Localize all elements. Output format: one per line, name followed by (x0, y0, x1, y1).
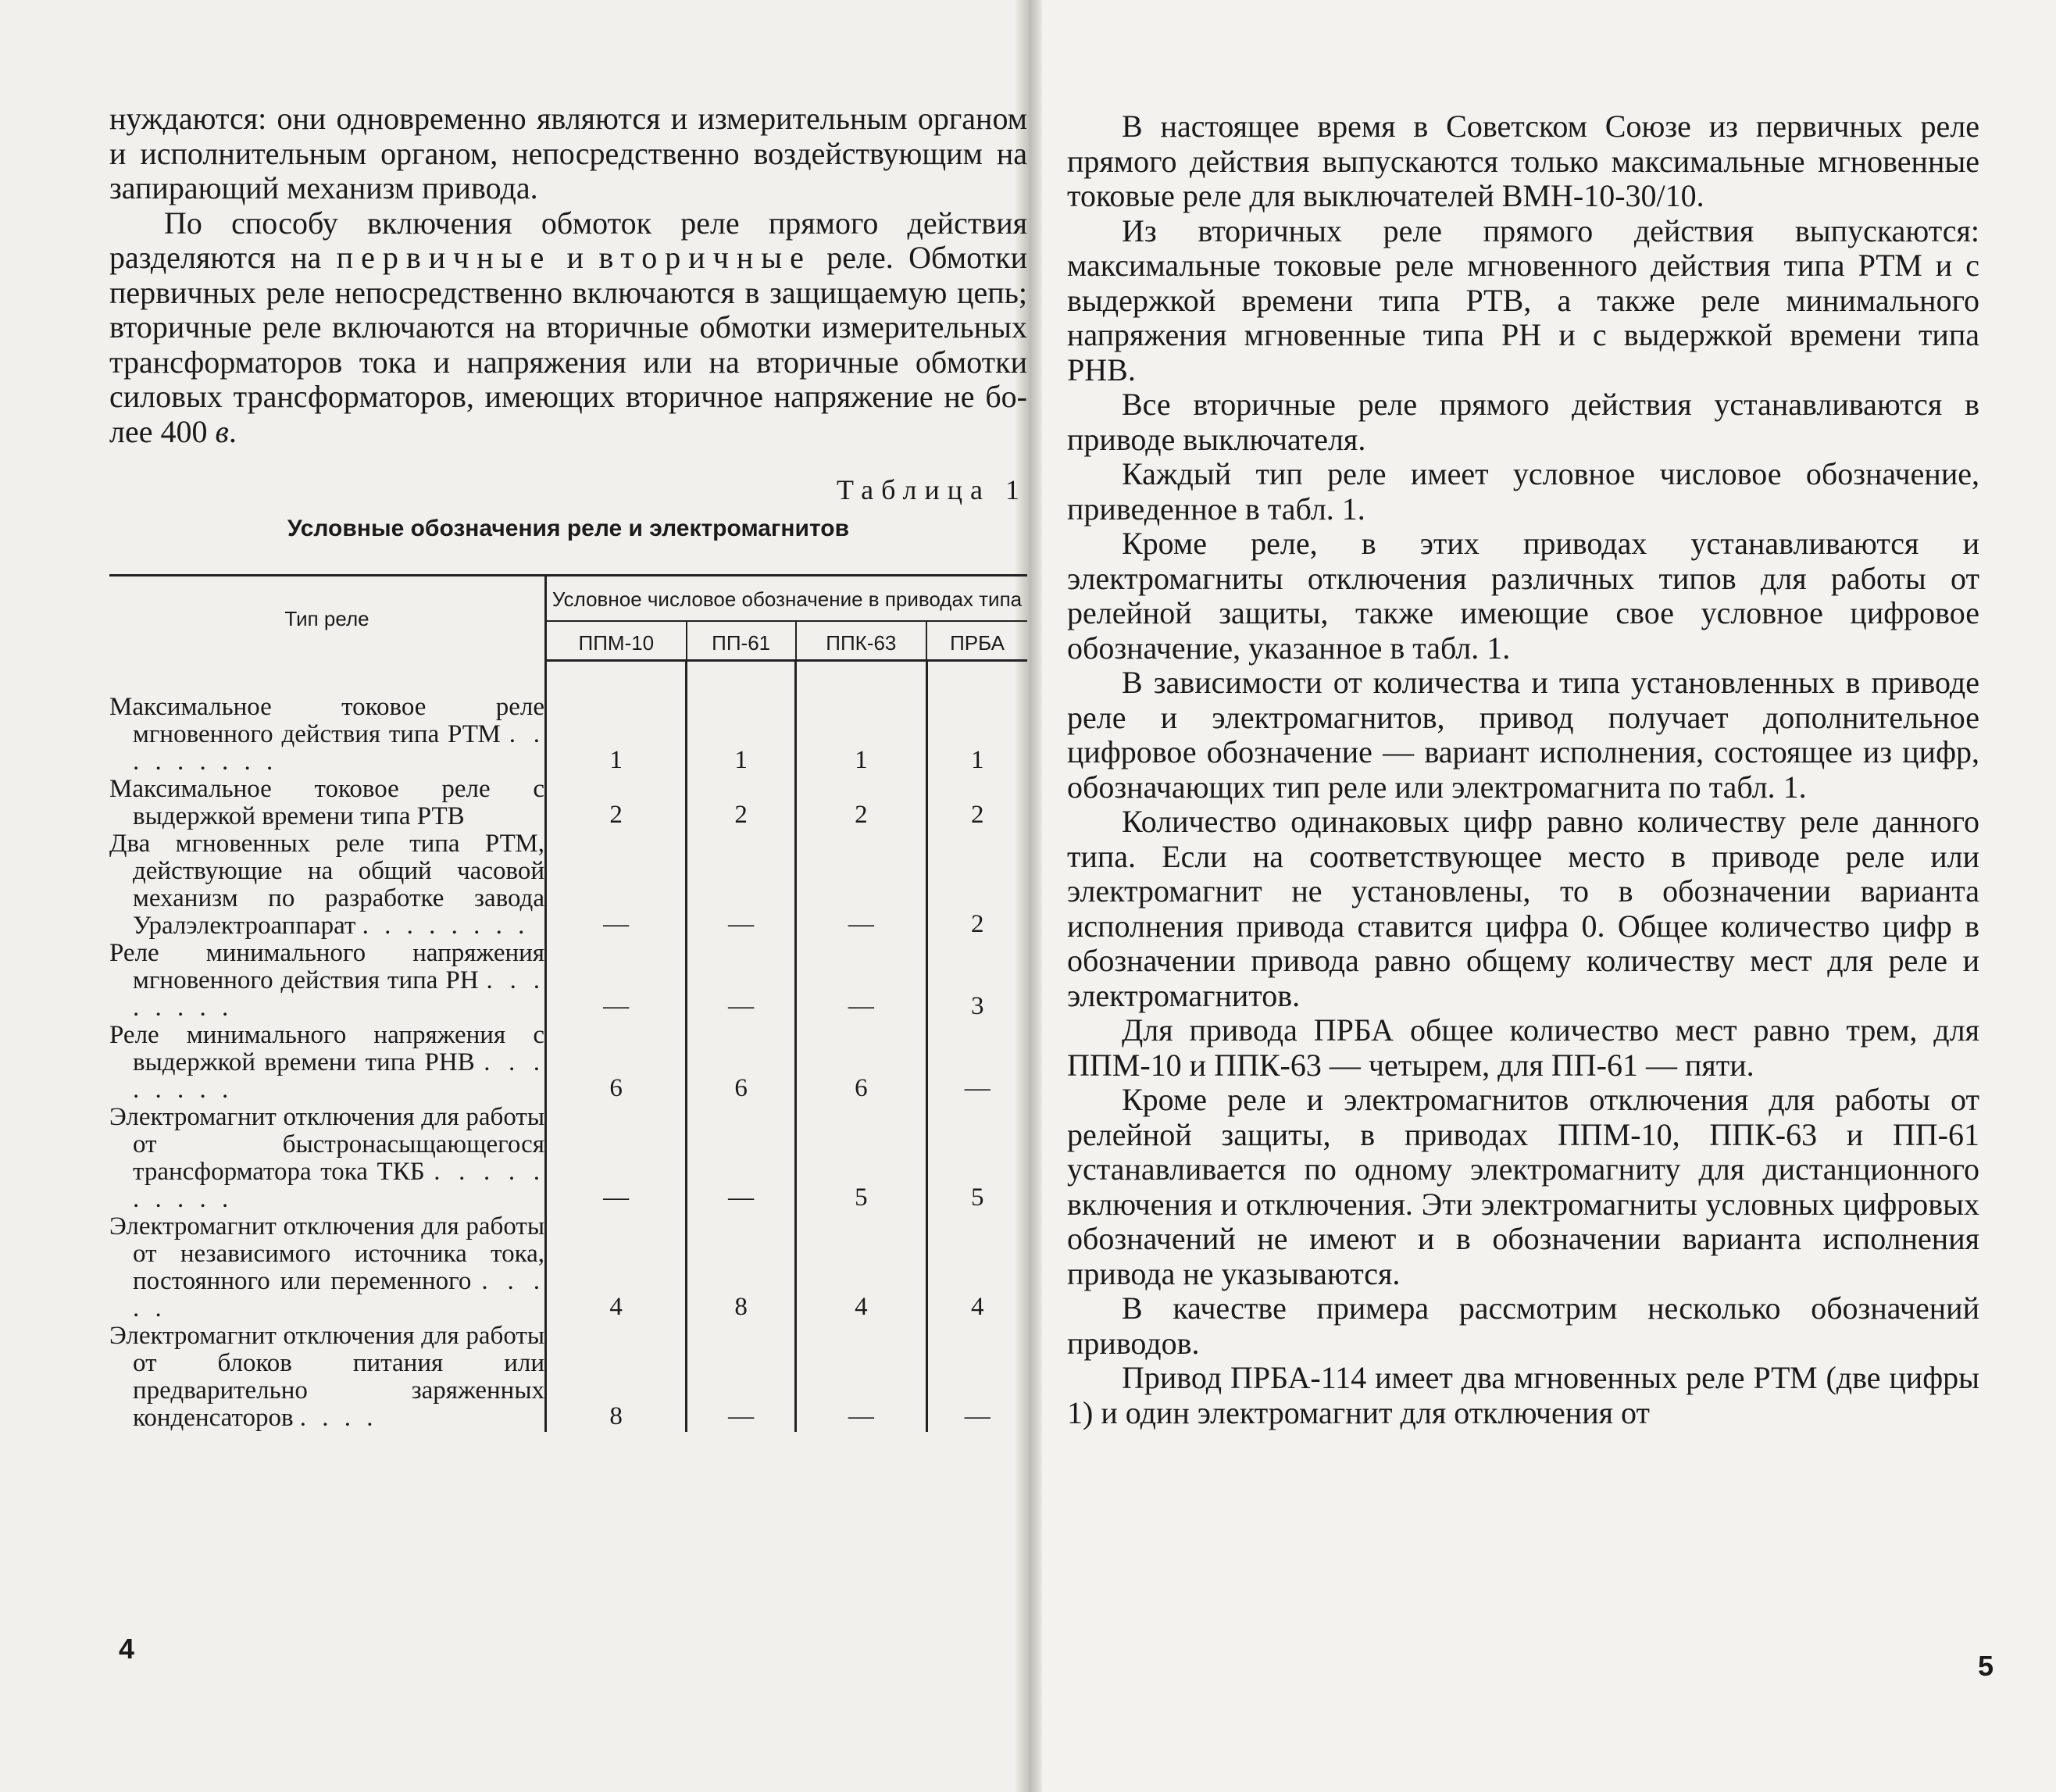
cell-ppm10: — (546, 1104, 687, 1213)
col-header-group: Условное числовое обозначение в приводах типа (546, 576, 1028, 622)
cell-pp61: — (687, 1104, 796, 1213)
right-paragraph-8: Для привода ПРБА общее количество мест равно трем, для ППМ-10 и ППК-63 — четырем, для ПП-61 — пяти. (1067, 1012, 1979, 1083)
row-label: Реле минимального напряжения с выдержкой времени типа РНВ (109, 1021, 544, 1076)
cell-ppm10: 8 (546, 1323, 687, 1432)
left-paragraph-2-rest: реле. Обмотки первичных реле непосредственно включаются в защищаемую цепь; вторичные реле включаются на вторичные обмотки измерительных трансформаторов тока и напряжения или на вторичные обмотки силовых трансформаторов, имеющих вторичное напряжение не более 400 (109, 240, 1028, 449)
leader-dots: . . . . . . . . . . (133, 1158, 545, 1213)
leader-dots: . . . . . . . . . (133, 720, 544, 776)
cell-ppm10: 1 (546, 694, 687, 776)
cell-ppm10: — (546, 830, 687, 940)
cell-ppm10: 6 (546, 1022, 687, 1104)
word-and: и (566, 240, 584, 275)
cell-pp61: — (687, 1323, 796, 1432)
right-paragraph-3: Все вторичные реле прямого действия устанавливаются в приводе выключателя. (1067, 387, 1979, 457)
right-paragraph-10: В качестве примера рассмотрим несколько обозначений приводов. (1067, 1290, 1979, 1361)
col-header-ppk63: ППК-63 (796, 621, 926, 661)
row-label: Максимальное токовое реле с выдержкой времени типа РТВ (109, 775, 544, 830)
page-number-left: 4 (119, 1633, 135, 1665)
table-row (109, 1213, 1027, 1323)
cell-prba: 2 (971, 801, 984, 829)
col-header-relay-type: Тип реле (109, 576, 546, 661)
cell-ppm10: 4 (546, 1213, 687, 1323)
cell-pp61: 6 (687, 1022, 796, 1104)
cell-prba: — (964, 1402, 991, 1430)
table-row (109, 940, 1027, 1022)
left-page-text (109, 102, 1027, 1432)
cell-prba: — (964, 1074, 991, 1102)
cell-pp61: 1 (687, 694, 796, 776)
table-row (109, 1104, 1027, 1213)
right-paragraph-5: Кроме реле, в этих приводах устанавливаются и электромагниты отключения различных типов для работы от релейной защиты, также имеющие свое условное цифровое обозначение, указанное в табл. 1. (1067, 526, 1979, 666)
cell-ppk63: 1 (796, 694, 926, 776)
cell-prba: 4 (971, 1293, 984, 1321)
right-paragraph-4: Каждый тип реле имеет условное числовое обозначение, приведенное в табл. 1. (1067, 456, 1979, 527)
table-row (109, 1022, 1027, 1104)
table-row (109, 694, 1027, 776)
cell-pp61: 2 (687, 776, 796, 830)
row-label: Реле минимального напряжения мгновенного действия типа РН (109, 939, 544, 994)
left-paragraph-2-start: По способу включения обмоток реле прямого действия разделяются на (109, 205, 1027, 275)
right-paragraph-11: Привод ПРБА-114 имеет два мгновенных реле РТМ (две цифры 1) и один электромагнит для отключения от (1067, 1360, 1979, 1430)
cell-pp61: — (687, 830, 796, 940)
leader-dots: . . . . . (133, 1267, 545, 1323)
leader-dots: . . . . . . . . (133, 1048, 545, 1104)
cell-ppk63: 6 (796, 1022, 926, 1104)
spaced-word-primary: первичные (336, 240, 552, 275)
right-paragraph-6: В зависимости от количества и типа установленных в приводе реле и электромагнитов, привод получает дополнительное цифровое обозначение — вариант исполнения, состоящее из цифр, обозначающих тип реле или электромагнита по табл. 1. (1067, 665, 1979, 805)
row-label: Электромагнит отключения для работы от независимого источника тока, постоянного или переменного (109, 1212, 544, 1295)
table-row (109, 776, 1027, 830)
leader-dots: . . . . . . . . (133, 966, 544, 1022)
col-header-pp61: ПП-61 (687, 621, 796, 661)
cell-prba: 3 (971, 992, 984, 1020)
spaced-word-secondary: вторичные (598, 240, 812, 275)
col-header-prba: ПРБА (926, 621, 1027, 661)
cell-pp61: 8 (687, 1213, 796, 1323)
cell-ppm10: — (546, 940, 687, 1022)
cell-ppk63: 2 (796, 776, 926, 830)
right-paragraph-1: В настоящее время в Советском Союзе из первичных реле прямого действия выпускаются только максимальные мгновенные токовые реле для выключателей ВМН-10-30/10. (1067, 109, 1979, 213)
unit-volt: в (215, 413, 229, 449)
cell-ppk63: 4 (796, 1213, 926, 1323)
relay-designation-table (109, 574, 1027, 1432)
right-paragraph-7: Количество одинаковых цифр равно количеству реле данного типа. Если на соответствующее место в приводе реле или электромагнит не установлены, то в обозначении варианта исполнения привода ставится цифра 0. Общее количество цифр в обозначении привода равно общему количеству мест для реле и электромагнитов. (1067, 804, 1979, 1013)
table-row (109, 1323, 1027, 1432)
row-label: Электромагнит отключения для работы от блоков питания или предварительно заряженных конденсаторов (109, 1322, 544, 1432)
table-title: Условные обозначения реле и электромагнитов (287, 516, 850, 541)
cell-pp61: — (687, 940, 796, 1022)
cell-prba: 1 (971, 746, 984, 774)
col-header-ppm10: ППМ-10 (546, 621, 687, 661)
right-paragraph-2: Из вторичных реле прямого действия выпускаются: максимальные токовые реле мгновенного действия типа РТМ и с выдержкой времени типа РТВ, а также реле минимального напряжения мгновенные типа РН и с выдержкой времени типа РНВ. (1067, 212, 1979, 387)
cell-ppk63: — (796, 940, 926, 1022)
cell-ppk63: — (796, 1323, 926, 1432)
cell-ppk63: 5 (796, 1104, 926, 1213)
final-period: . (228, 413, 237, 449)
leader-dots: . . . . (299, 1404, 378, 1432)
left-paragraph-2 (109, 206, 1027, 450)
row-label: Максимальное токовое реле мгновенного действия типа РТМ (109, 693, 544, 748)
cell-prba: 2 (971, 910, 984, 938)
table-row (109, 830, 1027, 940)
table-number: Таблица 1 (837, 474, 1027, 505)
right-page-text (1067, 109, 1979, 1430)
left-paragraph-1: нуждаются: они одновременно являются и измерительным органом и исполнительным органом, непосредственно воздействующим на запирающий механизм привода. (109, 101, 1027, 205)
leader-dots: . . . . . . . . (362, 912, 530, 940)
cell-ppk63: — (796, 830, 926, 940)
row-label: Два мгновенных реле типа РТМ, действующие на общий часовой механизм по разработке завода Уралэлектроаппарат (109, 830, 544, 940)
cell-ppm10: 2 (546, 776, 687, 830)
right-paragraph-9: Кроме реле и электромагнитов отключения для работы от релейной защиты, в приводах ППМ-10, ППК-63 и ПП-61 устанавливается по одному электромагниту для дистанционного включения и отключения. Эти электромагниты условных цифровых обозначений не имеют и в обозначении варианта исполнения привода не указываются. (1067, 1082, 1979, 1291)
cell-prba: 5 (971, 1183, 984, 1212)
page-number-right: 5 (1978, 1650, 1994, 1682)
row-label: Электромагнит отключения для работы от быстронасыщающегося трансформатора тока ТКБ (109, 1103, 544, 1186)
